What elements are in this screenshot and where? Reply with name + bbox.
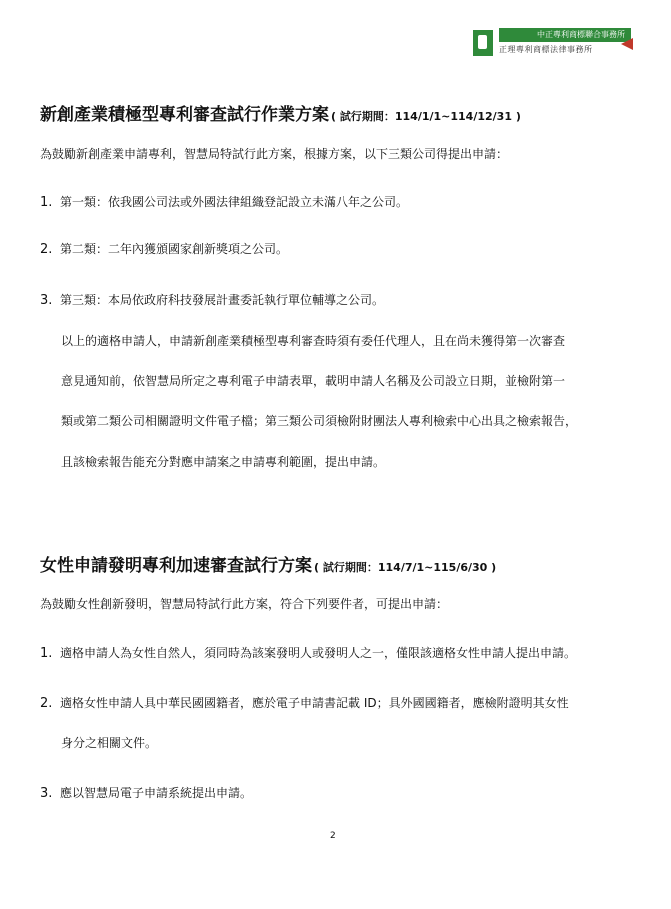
section1-paragraph-line-4: 且該檢索報告能充分對應申請案之申請專利範圍，提出申請。 xyxy=(61,455,386,469)
logo-line2-text: 正理專利商標法律事務所 xyxy=(499,45,593,54)
firm-logo xyxy=(473,28,633,58)
section2-title-text: 女性申請發明專利加速審查試行方案 xyxy=(40,556,312,576)
logo-line1 xyxy=(499,28,631,42)
logo-arrow-icon xyxy=(621,38,633,50)
section1-item-3 xyxy=(40,291,384,308)
section2-intro: 為鼓勵女性創新發明，智慧局特試行此方案，符合下列要件者，可提出申請： xyxy=(40,597,449,611)
item-number: 2. xyxy=(40,696,53,711)
section2-item-2 xyxy=(40,694,569,711)
logo-mark-icon xyxy=(473,30,493,56)
section1-period: ( 試行期間：114/1/1~114/12/31 ) xyxy=(331,110,521,123)
item-text: 應以智慧局電子申請系統提出申請。 xyxy=(60,786,253,800)
section1-intro: 為鼓勵新創產業申請專利，智慧局特試行此方案，根據方案，以下三類公司得提出申請： xyxy=(40,147,509,161)
page-number: 2 xyxy=(330,831,336,841)
item-text: 適格申請人為女性自然人，須同時為該案發明人或發明人之一，僅限該適格女性申請人提出申請。 xyxy=(60,646,577,660)
section1-paragraph-line-3: 類或第二類公司相關證明文件電子檔；第三類公司須檢附財團法人專利檢索中心出具之檢索報告， xyxy=(61,414,578,428)
section2-title xyxy=(40,551,496,576)
section1-paragraph-line-1: 以上的適格申請人，申請新創產業積極型專利審查時須有委任代理人，且在尚未獲得第一次審查 xyxy=(61,334,566,348)
section2-item-3 xyxy=(40,784,252,801)
logo-line1-text: 中正專利商標聯合事務所 xyxy=(537,30,625,39)
section2-item-2-continuation: 身分之相關文件。 xyxy=(61,736,158,750)
section2-item-1 xyxy=(40,644,576,661)
item-text: 第一類：依我國公司法或外國法律組織登記設立未滿八年之公司。 xyxy=(60,195,409,209)
section1-title-text: 新創產業積極型專利審查試行作業方案 xyxy=(40,105,329,125)
item-number: 1. xyxy=(40,646,53,661)
item-number: 2. xyxy=(40,242,53,257)
section2-period: ( 試行期間：114/7/1~115/6/30 ) xyxy=(314,561,497,574)
section1-item-2 xyxy=(40,240,288,257)
section1-paragraph-line-2: 意見通知前，依智慧局所定之專利電子申請表單，載明申請人名稱及公司設立日期，並檢附第一 xyxy=(61,374,566,388)
item-text: 第三類：本局依政府科技發展計畫委託執行單位輔導之公司。 xyxy=(60,293,385,307)
section1-item-1 xyxy=(40,193,408,210)
item-text: 第二類：二年內獲頒國家創新獎項之公司。 xyxy=(60,242,289,256)
item-number: 3. xyxy=(40,293,53,308)
item-number: 3. xyxy=(40,786,53,801)
item-text: 適格女性申請人具中華民國國籍者，應於電子申請書記載 ID；具外國國籍者，應檢附證明其女性 xyxy=(60,696,569,710)
section1-title xyxy=(40,100,521,125)
item-number: 1. xyxy=(40,195,53,210)
